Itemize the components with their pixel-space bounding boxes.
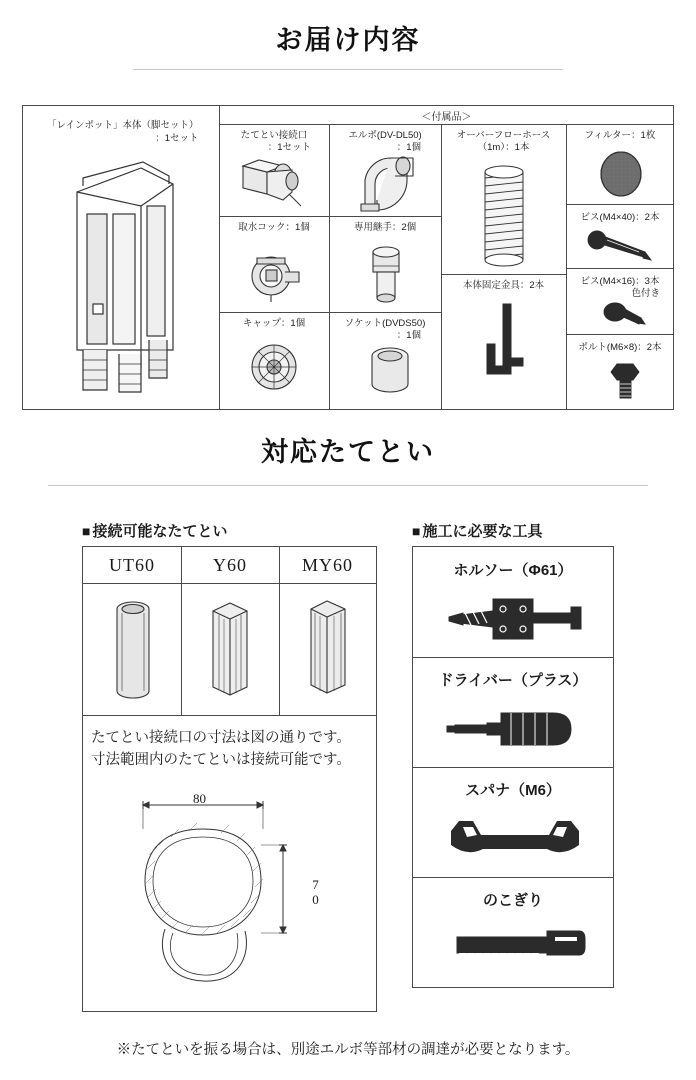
item-name-socket: ソケット(DVDS50) (344, 318, 426, 329)
filter-icon (593, 148, 649, 205)
main-unit-label (47, 120, 199, 146)
item-qty-pipe-connector: ：1セット (267, 142, 311, 154)
item-label-bolt (566, 338, 674, 354)
compatible-section-title: 対応たてとい (261, 437, 435, 467)
page-title: お届け内容 (275, 25, 421, 55)
item-name-elbow: エルボ(DV-DL50) (348, 130, 422, 141)
tool-label-saw: のこぎり (482, 892, 543, 909)
item-qty-overflow-hose: （1m）：1本 (477, 142, 530, 154)
footer-note: ※たてといを振る場合は、別途エルボ等部材の調達が必要となります。 (116, 1042, 580, 1058)
pipes-body-divider (83, 715, 376, 716)
item-name-screw-long: ビス(M4×40)：2本 (580, 212, 660, 223)
tools-heading: ■ 施工に必要な工具 (412, 520, 542, 541)
item-qty-socket: ：1個 (396, 330, 421, 342)
hole-saw-icon (445, 591, 585, 652)
elbow-icon (349, 154, 425, 217)
item-name-water-cock: 取水コック：1個 (238, 222, 310, 233)
water-cock-icon (241, 242, 307, 309)
dimension-width-label: 80 (193, 791, 206, 806)
joint-icon (363, 242, 411, 309)
item-name-screw-short: ビス(M4×16)：3本 (580, 276, 660, 287)
saw-icon (443, 923, 587, 978)
bolt-icon (603, 358, 651, 407)
item-name-pipe-connector: たてとい接続口 (240, 130, 308, 141)
compatible-pipes-table (82, 546, 377, 1012)
pipe-dimension-drawing (105, 783, 373, 1010)
pipe-my60-icon (303, 595, 353, 710)
screw-short-icon (601, 298, 651, 337)
compatible-pipes-heading: ■ 接続可能なたてとい (82, 520, 227, 541)
tools-divider-3 (413, 877, 613, 878)
tool-label-screwdriver: ドライバー（プラス） (438, 672, 588, 689)
pipe-column-ut60: UT60 (109, 555, 155, 575)
item-label-filter (566, 126, 674, 142)
item-name-bolt: ボルト(M6×8)：2本 (578, 342, 662, 353)
tools-divider-2 (413, 767, 613, 768)
pipe-y60-icon (205, 595, 255, 710)
item-label-bracket (441, 276, 566, 292)
tool-label-hole-saw: ホルソー（Φ61） (453, 562, 573, 579)
item-label-screw-long (566, 208, 674, 224)
item-name-joint: 専用継手：2個 (353, 222, 417, 233)
item-qty-elbow: ：1個 (396, 142, 421, 154)
compatible-section-title-wrap (0, 430, 696, 486)
item-label-overflow-hose (441, 126, 566, 155)
item-name-filter: フィルター：1枚 (584, 130, 656, 141)
main-unit-label-line2: ：1セット (155, 132, 199, 144)
delivery-contents-table (22, 105, 674, 410)
screwdriver-icon (445, 703, 585, 760)
pipe-ut60-icon (109, 595, 157, 710)
pipes-header-divider (83, 583, 376, 584)
pipe-connector-icon (237, 154, 311, 217)
divider-col2 (329, 124, 330, 409)
pipe-note-line1: たてとい接続口の寸法は図の通りです。 (91, 730, 351, 746)
item-label-elbow (329, 126, 441, 155)
pipe-note-line2: 寸法範囲内のたてといは接続可能です。 (91, 752, 351, 769)
item-label-screw-short (566, 272, 674, 301)
accessories-label: ＜付属品＞ (421, 112, 472, 123)
socket-icon (363, 344, 417, 403)
bracket-icon (481, 300, 529, 389)
item-name-overflow-hose: オーバーフローホース (456, 130, 551, 141)
delivery-section-title-wrap (0, 18, 696, 70)
dimension-height-label: 70 (308, 877, 323, 907)
tool-label-spanner: スパナ（M6） (465, 782, 561, 799)
main-unit-label-line1: 「レインポット」本体（脚セット） (47, 120, 199, 131)
divider-col4-row1 (441, 274, 566, 275)
divider-col4 (566, 124, 567, 409)
item-name-cap: キャップ：1個 (242, 318, 306, 329)
pipe-column-y60: Y60 (213, 555, 247, 575)
item-name-bracket: 本体固定金具：2本 (462, 280, 545, 291)
cap-icon (243, 338, 305, 401)
title-divider (133, 69, 563, 70)
pipe-note (91, 727, 371, 772)
overflow-hose-icon (471, 164, 537, 273)
item-qty-screw-short: 色付き (631, 288, 660, 300)
item-label-pipe-connector (219, 126, 329, 155)
item-label-socket (329, 314, 441, 343)
divider-col3 (441, 124, 442, 409)
title-divider-2 (48, 485, 648, 486)
pipe-column-my60: MY60 (301, 555, 353, 575)
rain-pot-body-icon (63, 154, 193, 399)
spanner-icon (443, 811, 587, 872)
item-label-cap (219, 314, 329, 330)
screw-long-icon (583, 228, 659, 271)
tools-divider-1 (413, 657, 613, 658)
divider-top-row (219, 124, 674, 125)
tools-table (412, 546, 614, 988)
item-label-water-cock (219, 218, 329, 234)
item-label-joint (329, 218, 441, 234)
divider-col23-row2 (219, 312, 441, 313)
